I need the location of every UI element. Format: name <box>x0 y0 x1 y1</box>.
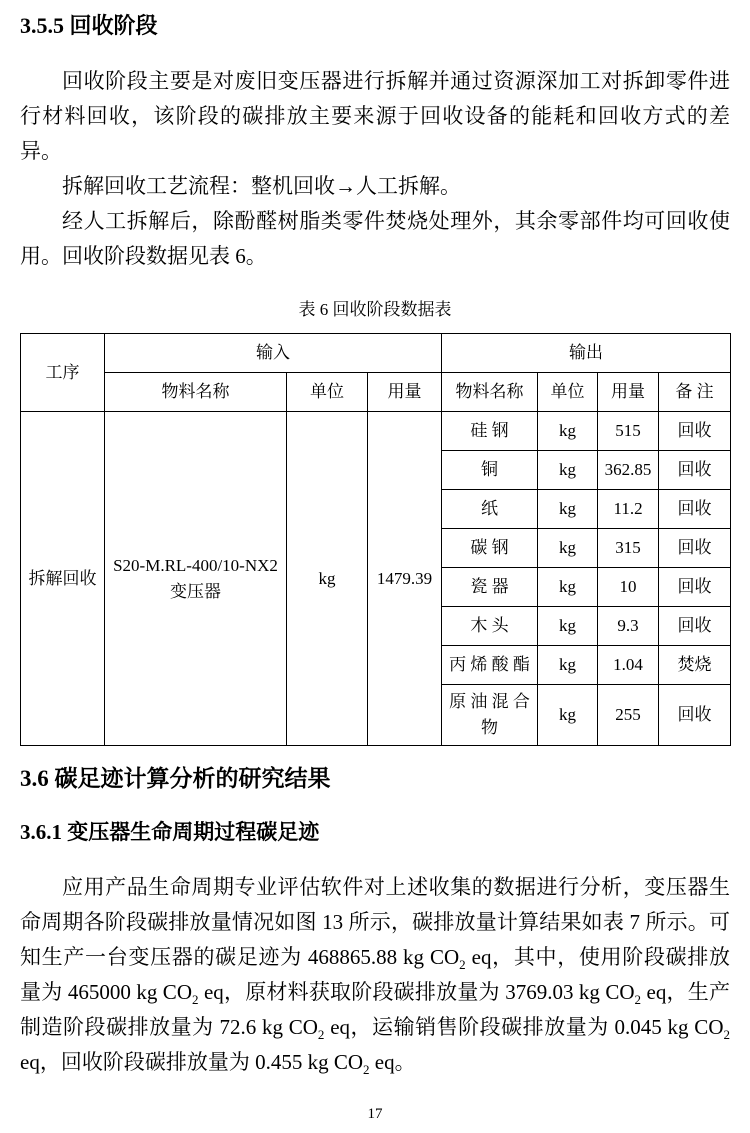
header-output-unit: 单位 <box>538 373 598 412</box>
table6-caption: 表 6 回收阶段数据表 <box>298 300 452 319</box>
header-output-amount: 用量 <box>598 373 659 412</box>
output-note-cell: 焚烧 <box>659 646 731 685</box>
output-amount-cell: 515 <box>598 412 659 451</box>
header-input-unit: 单位 <box>287 373 368 412</box>
output-unit-cell: kg <box>538 568 598 607</box>
process-cell: 拆解回收 <box>21 412 105 746</box>
table6-header-row-2 <box>21 373 731 412</box>
output-amount-cell: 315 <box>598 529 659 568</box>
section-heading-3-5-5: 3.5.5 回收阶段 <box>20 13 158 38</box>
header-process: 工序 <box>21 334 105 412</box>
paragraph-process-flow: 拆解回收工艺流程：整机回收→人工拆解。 <box>62 174 461 198</box>
output-amount-cell: 10 <box>598 568 659 607</box>
output-note-cell: 回收 <box>659 412 731 451</box>
output-amount-cell: 362.85 <box>598 451 659 490</box>
output-material-cell: 木 头 <box>442 607 538 646</box>
output-note-cell: 回收 <box>659 568 731 607</box>
output-material-cell: 原 油 混 合 物 <box>442 685 538 746</box>
paragraph-dismantle-note: 经人工拆解后，除酚醛树脂类零件焚烧处理外，其余零部件均可回收使用。回收阶段数据见表 6。 <box>20 209 730 268</box>
section-heading-3-6: 3.6 碳足迹计算分析的研究结果 <box>20 766 331 791</box>
paragraph-recycle-intro: 回收阶段主要是对废旧变压器进行拆解并通过资源深加工对拆卸零件进行材料回收，该阶段的碳排放主要来源于回收设备的能耗和回收方式的差异。 <box>20 69 730 163</box>
output-amount-cell: 9.3 <box>598 607 659 646</box>
output-unit-cell: kg <box>538 490 598 529</box>
table6-body <box>21 412 731 746</box>
output-amount-cell: 255 <box>598 685 659 746</box>
output-unit-cell: kg <box>538 451 598 490</box>
output-unit-cell: kg <box>538 607 598 646</box>
header-output-material: 物料名称 <box>442 373 538 412</box>
output-note-cell: 回收 <box>659 529 731 568</box>
output-note-cell: 回收 <box>659 490 731 529</box>
output-material-cell: 铜 <box>442 451 538 490</box>
output-note-cell: 回收 <box>659 451 731 490</box>
header-output-group: 输出 <box>442 334 731 373</box>
header-input-group: 输入 <box>105 334 442 373</box>
output-material-cell: 硅 钢 <box>442 412 538 451</box>
output-material-cell: 瓷 器 <box>442 568 538 607</box>
table6-output-row <box>21 412 731 451</box>
paragraph-carbon-footprint-results: 应用产品生命周期专业评估软件对上述收集的数据进行分析，变压器生命周期各阶段碳排放量情况如图 13 所示，碳排放量计算结果如表 7 所示。可知生产一台变压器的碳足迹为 468865.88 kg $CO_2$ eq，其中，使用阶段碳排放量为 465000 kg $CO_2$ eq，原材料获取阶段碳排放量为 3769.03 kg $CO_2$ eq，生产制造阶段碳排放量为 72.6 kg $CO_2$ eq，运输销售阶段碳排放量为 0.045 kg $CO_2$ eq，回收阶段碳排放量为 0.455 kg $CO_2$ eq。 <box>20 875 731 1078</box>
header-input-amount: 用量 <box>368 373 442 412</box>
output-material-cell: 碳 钢 <box>442 529 538 568</box>
output-material-cell: 纸 <box>442 490 538 529</box>
output-amount-cell: 1.04 <box>598 646 659 685</box>
output-unit-cell: kg <box>538 412 598 451</box>
table6-recycling-data <box>20 333 731 746</box>
input-amount-cell: 1479.39 <box>368 412 442 746</box>
input-material-cell: S20-M.RL-400/10-NX2 变压器 <box>105 412 287 746</box>
output-material-cell: 丙 烯 酸 酯 <box>442 646 538 685</box>
output-unit-cell: kg <box>538 685 598 746</box>
page-number: 17 <box>367 1106 383 1122</box>
header-output-note: 备 注 <box>659 373 731 412</box>
output-amount-cell: 11.2 <box>598 490 659 529</box>
table6-header-row-1 <box>21 334 731 373</box>
section-heading-3-6-1: 3.6.1 变压器生命周期过程碳足迹 <box>20 820 320 844</box>
output-note-cell: 回收 <box>659 685 731 746</box>
output-unit-cell: kg <box>538 529 598 568</box>
input-unit-cell: kg <box>287 412 368 746</box>
output-unit-cell: kg <box>538 646 598 685</box>
output-note-cell: 回收 <box>659 607 731 646</box>
header-input-material: 物料名称 <box>105 373 287 412</box>
